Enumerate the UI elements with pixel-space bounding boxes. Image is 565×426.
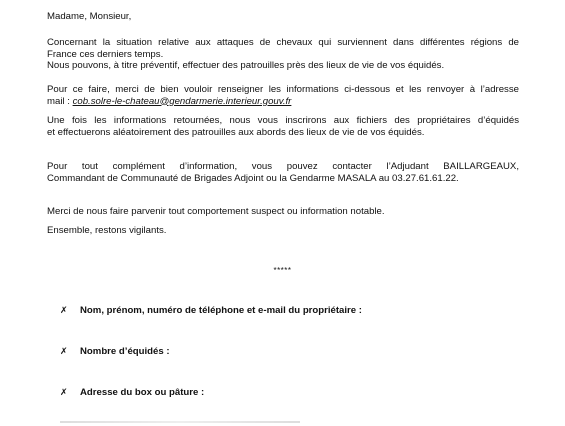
paragraph-contact [47,161,519,184]
cropped-next-line [60,418,300,426]
form-item-count [60,346,170,359]
paragraph-line: et effectuerons aléatoirement des patrouilles aux abords des lieux de vie de vos équidés. [47,126,425,138]
paragraph-line: France ces derniers temps. [47,48,164,60]
email-link[interactable]: cob.solre-le-chateau@gendarmerie.interieur.gouv.fr [72,95,292,107]
paragraph-line [47,96,519,108]
cross-mark-icon: ✗ [60,388,68,398]
form-item-label: Nom, prénom, numéro de téléphone et e-mail du propriétaire : [80,305,362,316]
paragraph-line: Pour ce faire, merci de bien vouloir renseigner les informations ci-dessous et les renvoyer à l’adresse [47,84,519,95]
cross-mark-icon: ✗ [60,306,68,316]
paragraph-line: Commandant de Communauté de Brigades Adjoint ou la Gendarme MASALA au 03.27.61.61.22. [47,172,459,184]
mail-prefix: mail : [47,95,70,107]
form-item-label: Adresse du box ou pâture : [80,387,205,398]
paragraph-line: Concernant la situation relative aux attaques de chevaux qui surviennent dans différentes régions de [47,37,519,48]
paragraph-line: Nous pouvons, à titre préventif, effectuer des patrouilles près des lieux de vie de vos équidés. [47,60,445,71]
section-separator: ***** [273,266,292,275]
cross-mark-icon: ✗ [60,347,68,357]
paragraph-line: Merci de nous faire parvenir tout comportement suspect ou information notable. [47,206,385,217]
paragraph-situation [47,37,519,72]
paragraph-closing [47,225,519,237]
paragraph-line: Une fois les informations retournées, nous vous inscrirons aux fichiers des propriétaires d’équidés [47,115,519,126]
paragraph-line: Ensemble, restons vigilants. [47,225,167,236]
salutation [47,11,519,23]
form-item-label: Nombre d’équidés : [80,346,170,357]
paragraph-instructions [47,84,519,107]
paragraph-registration [47,115,519,138]
form-item-address [60,387,204,400]
salutation-text: Madame, Monsieur, [47,11,132,22]
form-item-owner [60,305,362,318]
paragraph-line: Pour tout complément d’information, vous pouvez contacter l’Adjudant BAILLARGEAUX, [47,161,519,172]
paragraph-report [47,206,519,218]
